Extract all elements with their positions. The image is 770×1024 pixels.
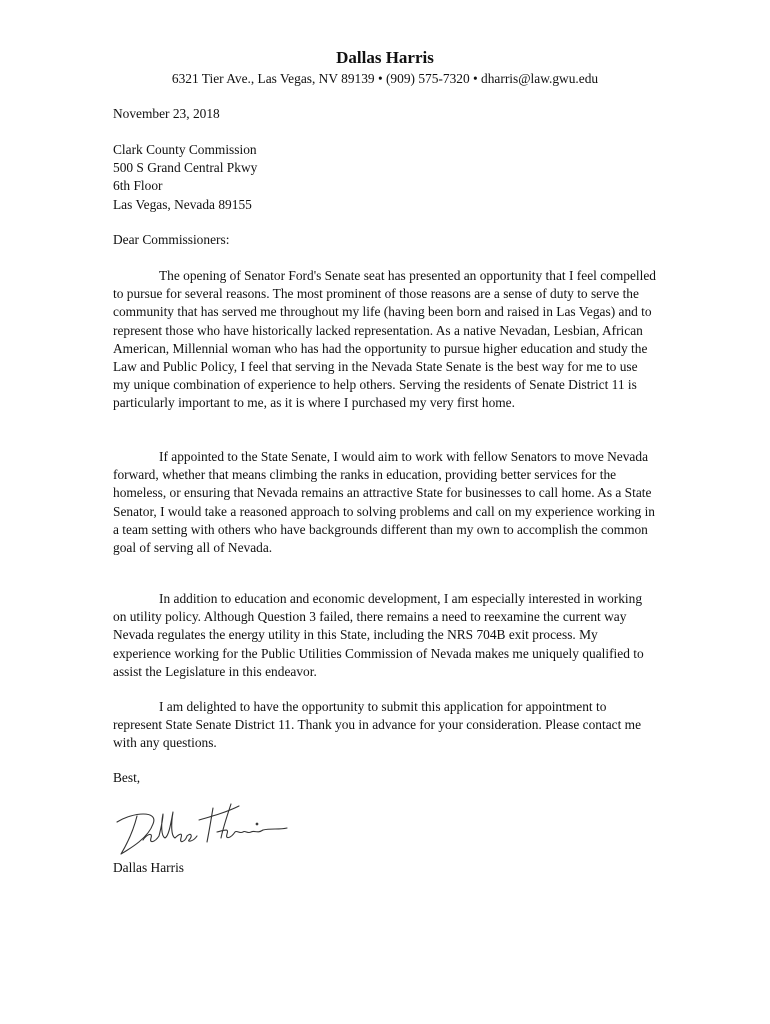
body-paragraph-3: In addition to education and economic development, I am especially interested in working on utility policy. Although Question 3 failed, there remains a need to reexamine the current way Nevada regulates the energy utility in this State, including the NRS 704B exit process. My experience working for the Public Utilities Commission of Nevada makes me uniquely qualified to assist the Legislature in this endeavor.: [113, 591, 644, 679]
body-paragraph-4: I am delighted to have the opportunity to submit this application for appointment to represent State Senate District 11. Thank you in advance for your consideration. Please contact me with any questions.: [113, 699, 642, 751]
handwritten-signature: [113, 798, 293, 860]
letterhead-contact: 6321 Tier Ave., Las Vegas, NV 89139 • (909) 575-7320 • dharris@law.gwu.edu: [171, 71, 599, 86]
recipient-line: 6th Floor: [113, 178, 163, 194]
body-paragraph-1: The opening of Senator Ford's Senate seat has presented an opportunity that I feel compelled to pursue for several reasons. The most prominent of those reasons are a sense of duty to serve the community that has served me throughout my life (having been born and raised in Las Vegas) and to represent those who have historically lacked representation. As a native Nevadan, Lesbian, African American, Millennial woman who has had the opportunity to pursue higher education and study the Law and Public Policy, I feel that serving in the Nevada State Senate is the best way for me to use my unique combination of experience to help others. Serving the residents of Senate District 11 is particularly important to me, as it is where I purchased my very first home.: [113, 268, 656, 411]
recipient-address: [113, 141, 658, 214]
letter-date: November 23, 2018: [113, 106, 220, 121]
signed-name: Dallas Harris: [113, 860, 185, 875]
recipient-line: 500 S Grand Central Pkwy: [113, 160, 258, 176]
closing: Best,: [113, 770, 141, 785]
body-paragraph-2: If appointed to the State Senate, I would aim to work with fellow Senators to move Nevada forward, whether that means climbing the ranks in education, providing better services for the homeless, or ensuring that Nevada remains an attractive State for businesses to call home. As a State Senator, I would take a reasoned approach to solving problems and call on my experience working in a team setting with others who have backgrounds different than my own to accomplish the common goal of serving all of Nevada.: [113, 449, 655, 556]
recipient-line: Clark County Commission: [113, 142, 257, 157]
salutation: Dear Commissioners:: [113, 232, 230, 247]
letterhead-name: Dallas Harris: [336, 48, 434, 67]
recipient-line: Las Vegas, Nevada 89155: [113, 196, 252, 212]
